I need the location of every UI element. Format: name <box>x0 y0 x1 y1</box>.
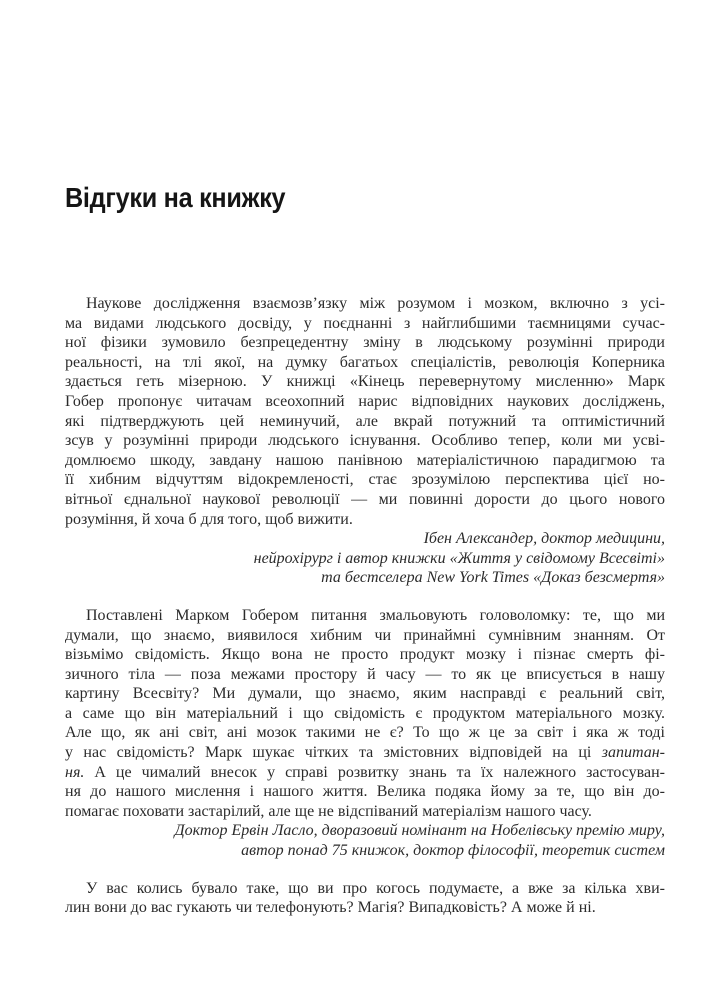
italic-text-segment: запитан- <box>601 744 665 762</box>
text-line: Але що, як ані світ, ані мозок такими не є? То що ж це за світ і яка ж тоді <box>65 724 665 742</box>
paragraph <box>65 879 665 918</box>
attribution <box>65 529 665 588</box>
text-line: У вас колись бувало таке, що ви про когось подумаєте, а вже за кілька хви- <box>86 879 665 897</box>
text-line: Ібен Александер, доктор медицини, <box>423 530 665 548</box>
text-line: лин вони до вас гукають чи телефонують? Магія? Випадковість? А може й ні. <box>65 899 596 917</box>
text-line: зсув у розумінні природи людського існування. Особливо тепер, коли ми усві- <box>65 432 665 450</box>
text-line: Доктор Ервін Ласло, дворазовий номінант на Нобелівську премію миру, <box>174 822 665 840</box>
text-line: Поставлені Марком Гобером питання змальовують головоломку: те, що ми <box>86 606 665 624</box>
text-line: вітньої єднальної наукової революції — ми повинні дорости до цього нового <box>65 490 665 508</box>
page-title: Відгуки на книжку <box>65 182 286 213</box>
text-line: її хибним відчуттям відокремленості, стає зрозумілою перспектива цієї но- <box>65 471 665 489</box>
text-line: ма видами людського досвіду, у поєднанні з найглибшими таємницями сучас- <box>65 314 665 332</box>
text-segment: у нас свідомість? Марк шукає чітких та змістовних відповідей на ці <box>65 744 602 762</box>
text-line: візьмімо свідомість. Якщо вона не просто продукт мозку і пізнає смерть фі- <box>65 646 665 664</box>
text-line: ня до нашого мислення і нашого життя. Велика подяка йому за те, що він до- <box>65 783 665 801</box>
text-line: помагає поховати застарілий, але ще не відспіваний матеріалізм нашого часу. <box>65 802 592 820</box>
italic-text-segment: ня. <box>65 763 85 781</box>
text-line: реальності, на тлі якої, на думку багатьох спеціалістів, революція Коперника <box>65 353 665 371</box>
text-line: Наукове дослідження взаємозв’язку між розумом і мозком, включно з усі- <box>86 295 665 312</box>
text-line: домлюємо шкоду, завдану нашою панівною матеріалістичною парадигмою та <box>65 451 665 469</box>
text-line: автор понад 75 книжок, доктор філософії, теоретик систем <box>241 842 665 860</box>
attribution <box>65 821 665 860</box>
text-line: Гобер пропонує читачам всеохопний нарис відповідних наукових досліджень, <box>65 392 665 410</box>
text-line: зичного тіла — поза межами простору й часу — то як це вписується в нашу <box>65 665 665 683</box>
text-line: та бестселера New York Times «Доказ безсмертя» <box>321 569 665 587</box>
content-blocks <box>65 294 665 918</box>
text-line: думали, що знаємо, виявилося хибним чи принаймні сумнівним знанням. От <box>65 626 665 644</box>
text-line: розуміння, й хоча б для того, щоб вижити. <box>65 510 353 528</box>
text-line: картину Всесвіту? Ми думали, що знаємо, яким насправді є реальний світ, <box>65 685 665 703</box>
text-line: нейрохірург і автор книжки «Життя у свідомому Всесвіті» <box>253 549 665 567</box>
text-line <box>65 743 665 763</box>
text-line: здається геть мізерною. У книжці «Кінець перевернутому мисленню» Марк <box>65 373 665 391</box>
text-line <box>65 763 665 783</box>
text-line: ної фізики зумовило безпрецедентну зміну в людському розумінні природи <box>65 334 665 352</box>
text-line: а саме що він матеріальний і що свідомість є продуктом матеріального мозку. <box>65 704 665 722</box>
paragraph <box>65 294 665 529</box>
text-line: які підтверджують цей неминучий, але вкрай потужний та оптимістичний <box>65 412 665 430</box>
paragraph <box>65 606 665 822</box>
text-segment: А це чималий внесок у справі розвитку знань та їх належного застосуван- <box>84 763 665 781</box>
